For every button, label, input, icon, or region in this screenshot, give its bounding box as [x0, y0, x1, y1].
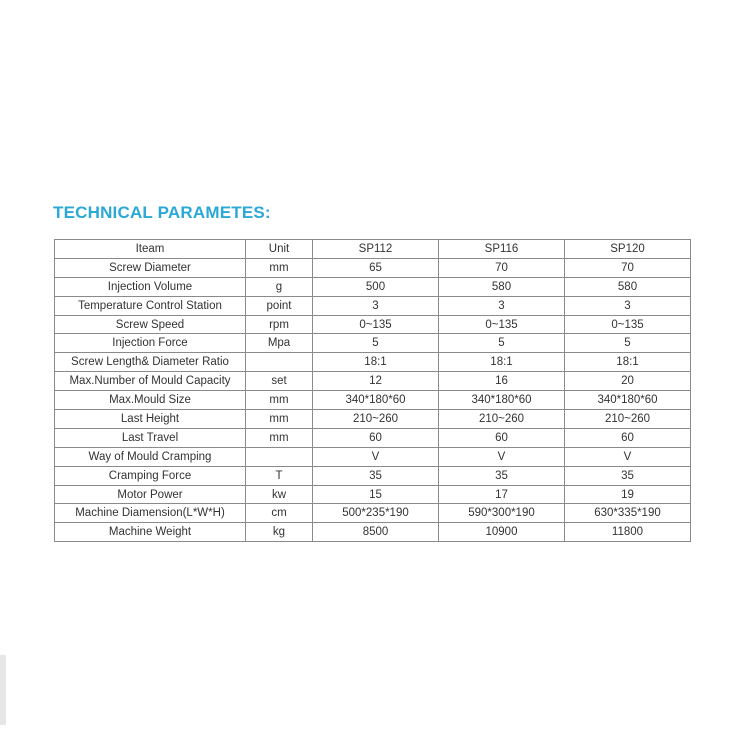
table-row: [55, 315, 691, 334]
sp120-value-cell: 5: [565, 334, 691, 353]
sp116-value-cell: 10900: [439, 523, 565, 542]
param-name-cell: Screw Diameter: [55, 258, 246, 277]
table-row: [55, 485, 691, 504]
table-row: [55, 296, 691, 315]
table-row: [55, 391, 691, 410]
sp116-value-cell: 340*180*60: [439, 391, 565, 410]
page-title: TECHNICAL PARAMETES:: [53, 203, 271, 222]
sp112-value-cell: 12: [313, 372, 439, 391]
unit-cell: mm: [246, 410, 313, 429]
sp116-value-cell: V: [439, 447, 565, 466]
sp120-value-cell: 19: [565, 485, 691, 504]
table-header-row: [55, 240, 691, 259]
sp120-value-cell: 340*180*60: [565, 391, 691, 410]
table-row: [55, 353, 691, 372]
param-name-cell: Last Height: [55, 410, 246, 429]
sp120-value-cell: 60: [565, 428, 691, 447]
table-row: [55, 258, 691, 277]
sp112-value-cell: 65: [313, 258, 439, 277]
sp112-value-cell: 0~135: [313, 315, 439, 334]
header-model-sp112: SP112: [313, 240, 439, 259]
sp116-value-cell: 0~135: [439, 315, 565, 334]
sp112-value-cell: 340*180*60: [313, 391, 439, 410]
param-name-cell: Way of Mould Cramping: [55, 447, 246, 466]
table-row: [55, 447, 691, 466]
table-row: [55, 504, 691, 523]
sp112-value-cell: 35: [313, 466, 439, 485]
sp112-value-cell: 8500: [313, 523, 439, 542]
sp116-value-cell: 210~260: [439, 410, 565, 429]
sp116-value-cell: 5: [439, 334, 565, 353]
param-name-cell: Temperature Control Station: [55, 296, 246, 315]
param-name-cell: Injection Volume: [55, 277, 246, 296]
sp120-value-cell: 580: [565, 277, 691, 296]
unit-cell: mm: [246, 391, 313, 410]
table-row: [55, 466, 691, 485]
sp120-value-cell: 35: [565, 466, 691, 485]
edge-artifact: [0, 655, 6, 725]
sp112-value-cell: V: [313, 447, 439, 466]
unit-cell: [246, 447, 313, 466]
sp116-value-cell: 17: [439, 485, 565, 504]
table-body: [55, 258, 691, 541]
param-name-cell: Cramping Force: [55, 466, 246, 485]
param-name-cell: Machine Diamension(L*W*H): [55, 504, 246, 523]
sp120-value-cell: 18:1: [565, 353, 691, 372]
table-row: [55, 523, 691, 542]
param-name-cell: Machine Weight: [55, 523, 246, 542]
sp112-value-cell: 60: [313, 428, 439, 447]
param-name-cell: Injection Force: [55, 334, 246, 353]
header-model-sp120: SP120: [565, 240, 691, 259]
param-name-cell: Max.Number of Mould Capacity: [55, 372, 246, 391]
sp112-value-cell: 500: [313, 277, 439, 296]
unit-cell: point: [246, 296, 313, 315]
sp116-value-cell: 580: [439, 277, 565, 296]
unit-cell: cm: [246, 504, 313, 523]
unit-cell: T: [246, 466, 313, 485]
unit-cell: [246, 353, 313, 372]
header-unit: Unit: [246, 240, 313, 259]
table-row: [55, 372, 691, 391]
sp120-value-cell: V: [565, 447, 691, 466]
technical-parameters-table: [54, 239, 691, 542]
sp112-value-cell: 500*235*190: [313, 504, 439, 523]
sp112-value-cell: 3: [313, 296, 439, 315]
sp120-value-cell: 210~260: [565, 410, 691, 429]
sp116-value-cell: 18:1: [439, 353, 565, 372]
header-model-sp116: SP116: [439, 240, 565, 259]
sp116-value-cell: 70: [439, 258, 565, 277]
sp116-value-cell: 35: [439, 466, 565, 485]
unit-cell: Mpa: [246, 334, 313, 353]
table-row: [55, 428, 691, 447]
unit-cell: set: [246, 372, 313, 391]
sp116-value-cell: 60: [439, 428, 565, 447]
sp112-value-cell: 15: [313, 485, 439, 504]
unit-cell: mm: [246, 258, 313, 277]
sp112-value-cell: 210~260: [313, 410, 439, 429]
table-row: [55, 277, 691, 296]
param-name-cell: Screw Speed: [55, 315, 246, 334]
unit-cell: rpm: [246, 315, 313, 334]
sp116-value-cell: 590*300*190: [439, 504, 565, 523]
sp120-value-cell: 20: [565, 372, 691, 391]
param-name-cell: Max.Mould Size: [55, 391, 246, 410]
sp112-value-cell: 18:1: [313, 353, 439, 372]
sp116-value-cell: 3: [439, 296, 565, 315]
sp120-value-cell: 630*335*190: [565, 504, 691, 523]
sp116-value-cell: 16: [439, 372, 565, 391]
sp120-value-cell: 0~135: [565, 315, 691, 334]
header-item: Iteam: [55, 240, 246, 259]
sp112-value-cell: 5: [313, 334, 439, 353]
sp120-value-cell: 11800: [565, 523, 691, 542]
unit-cell: kw: [246, 485, 313, 504]
sp120-value-cell: 70: [565, 258, 691, 277]
sp120-value-cell: 3: [565, 296, 691, 315]
param-name-cell: Screw Length& Diameter Ratio: [55, 353, 246, 372]
unit-cell: kg: [246, 523, 313, 542]
param-name-cell: Last Travel: [55, 428, 246, 447]
param-name-cell: Motor Power: [55, 485, 246, 504]
unit-cell: g: [246, 277, 313, 296]
unit-cell: mm: [246, 428, 313, 447]
table-row: [55, 410, 691, 429]
table-row: [55, 334, 691, 353]
